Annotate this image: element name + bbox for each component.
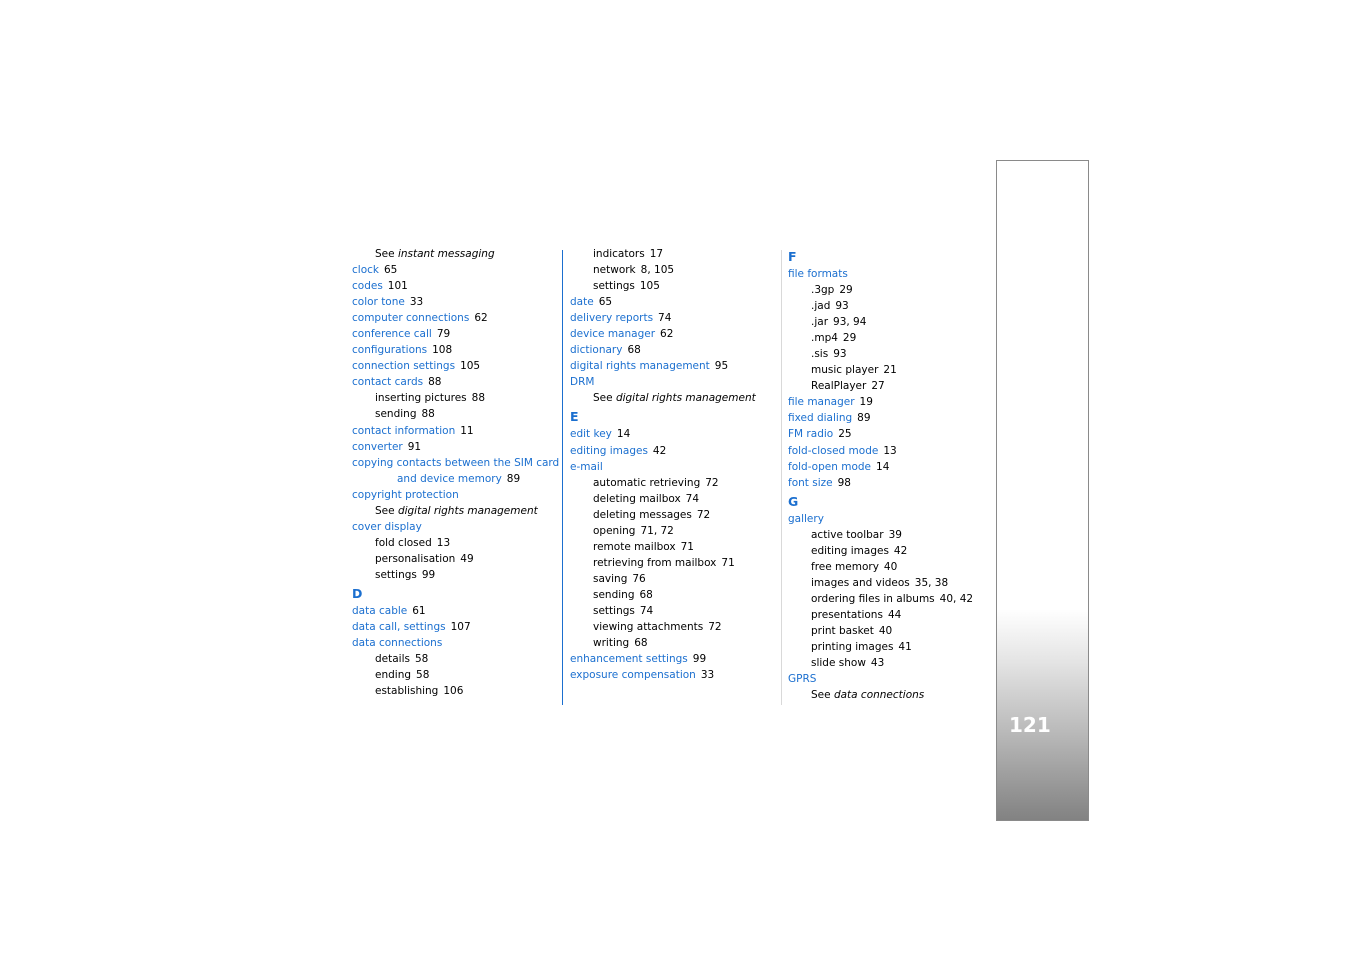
- page-reference: 93, 94: [833, 316, 867, 329]
- index-entry[interactable]: [788, 443, 988, 459]
- entry-label: printing images: [811, 641, 894, 654]
- entry-label: font size: [788, 476, 833, 489]
- entry-label: .jad: [811, 300, 831, 313]
- entry-label: free memory: [811, 560, 879, 573]
- index-subentry: [788, 362, 988, 378]
- index-entry[interactable]: [570, 358, 775, 374]
- page-reference: 41: [898, 641, 912, 654]
- index-subentry: [352, 390, 557, 406]
- index-subentry: [570, 475, 775, 491]
- index-entry[interactable]: [570, 374, 775, 390]
- index-letter-heading: G: [788, 493, 799, 509]
- entry-label: color tone: [352, 296, 405, 309]
- page-reference: 105: [639, 280, 660, 293]
- entry-label: copying contacts between the SIM card: [352, 456, 560, 469]
- index-subentry: [352, 406, 557, 422]
- entry-label: ordering files in albums: [811, 592, 935, 605]
- entry-label: sending: [375, 408, 417, 421]
- entry-label: enhancement settings: [570, 653, 688, 666]
- entry-label: retrieving from mailbox: [593, 556, 717, 569]
- index-subentry: [570, 587, 775, 603]
- index-entry[interactable]: [352, 278, 557, 294]
- index-entry[interactable]: [352, 262, 557, 278]
- index-subentry: [788, 559, 988, 575]
- index-subentry: [570, 555, 775, 571]
- entry-label: editing images: [811, 544, 889, 557]
- entry-label: computer connections: [352, 312, 470, 325]
- entry-label: print basket: [811, 624, 874, 637]
- page-reference: 74: [639, 604, 654, 617]
- index-subentry: [788, 543, 988, 559]
- entry-label: configurations: [352, 344, 428, 357]
- entry-label: settings: [593, 280, 635, 293]
- entry-label: viewing attachments: [593, 621, 704, 634]
- entry-label: deleting messages: [593, 508, 692, 521]
- index-subentry: [570, 507, 775, 523]
- index-entry[interactable]: [570, 651, 775, 667]
- index-subentry: [352, 246, 557, 262]
- entry-label: digital rights management: [570, 360, 710, 373]
- index-subentry: [570, 603, 775, 619]
- entry-label: .mp4: [811, 332, 838, 345]
- entry-label: network: [593, 264, 636, 277]
- entry-label: active toolbar: [811, 528, 884, 541]
- index-subentry: [788, 591, 988, 607]
- page-reference: 76: [632, 572, 646, 585]
- entry-label: automatic retrieving: [593, 476, 701, 489]
- page-reference: 13: [436, 536, 451, 549]
- entry-label: RealPlayer: [811, 380, 867, 393]
- entry-label: indicators: [593, 248, 645, 260]
- page-reference: 62: [660, 328, 674, 341]
- index-entry[interactable]: [352, 455, 560, 471]
- entry-label: fixed dialing: [788, 412, 853, 425]
- entry-label: writing: [593, 637, 630, 650]
- index-subentry: [788, 378, 988, 394]
- index-entry[interactable]: [788, 394, 988, 410]
- page-reference: 65: [383, 264, 398, 277]
- index-entry[interactable]: [352, 635, 557, 651]
- entry-label: .jar: [811, 316, 829, 329]
- page-reference: 27: [871, 380, 885, 393]
- page-reference: 43: [870, 657, 885, 670]
- index-entry[interactable]: [570, 294, 775, 310]
- page-reference: 107: [450, 621, 471, 634]
- index-entry[interactable]: [788, 511, 988, 527]
- entry-label: personalisation: [375, 552, 456, 565]
- entry-label: opening: [593, 524, 636, 537]
- index-subentry: [570, 523, 775, 539]
- page-reference: 106: [443, 685, 464, 698]
- entry-label: presentations: [811, 608, 883, 621]
- page-reference: 71: [680, 540, 694, 553]
- page-reference: 21: [883, 364, 897, 377]
- page-reference: 105: [460, 360, 481, 373]
- entry-label: contact information: [352, 424, 456, 437]
- entry-label: converter: [352, 440, 403, 453]
- page-reference: 58: [414, 653, 429, 666]
- entry-label: e-mail: [570, 460, 603, 473]
- page-reference: 95: [714, 360, 729, 373]
- page-reference: 33: [700, 669, 715, 682]
- entry-label: settings: [375, 568, 417, 581]
- see-reference: instant messaging: [397, 248, 495, 260]
- page-reference: 65: [598, 296, 613, 309]
- entry-label: date: [570, 296, 594, 309]
- entry-label: connection settings: [352, 360, 456, 373]
- index-entry[interactable]: [788, 671, 988, 687]
- see-label: See: [375, 504, 398, 517]
- page-reference: 68: [639, 588, 653, 601]
- index-subentry: [788, 687, 988, 703]
- page-reference: 99: [692, 653, 707, 666]
- entry-label: file manager: [788, 396, 855, 409]
- page-reference: 72: [696, 508, 711, 521]
- page-reference: 25: [838, 428, 852, 441]
- page-reference: 88: [428, 376, 442, 389]
- entry-label: clock: [352, 264, 379, 277]
- index-entry[interactable]: [788, 426, 988, 442]
- column-divider: [781, 250, 782, 705]
- page-reference: 19: [859, 396, 873, 409]
- page-reference: 68: [627, 344, 641, 357]
- index-letter-heading: E: [570, 409, 579, 425]
- page-reference: 91: [407, 440, 422, 453]
- entry-label: gallery: [788, 512, 824, 525]
- index-subentry: [570, 619, 775, 635]
- index-entry[interactable]: [352, 326, 557, 342]
- entry-label: slide show: [811, 657, 866, 670]
- index-subentry: [570, 539, 775, 555]
- page-reference: 44: [887, 608, 902, 621]
- entry-label: conference call: [352, 328, 432, 341]
- index-entry[interactable]: [570, 443, 775, 459]
- index-entry[interactable]: [352, 342, 557, 358]
- page-reference: 88: [421, 408, 435, 421]
- index-subentry: [570, 390, 775, 406]
- index-subentry: [570, 262, 775, 278]
- index-subentry: [788, 575, 988, 591]
- entry-label: fold-open mode: [788, 460, 872, 473]
- see-reference: data connections: [833, 689, 925, 702]
- entry-label: details: [375, 653, 410, 666]
- column-divider: [562, 250, 563, 705]
- page-reference: 40: [883, 560, 898, 573]
- entry-label: ending: [375, 669, 412, 682]
- entry-label: delivery reports: [570, 312, 654, 325]
- index-subentry: [788, 282, 988, 298]
- page-reference: 89: [857, 412, 871, 425]
- index-entry[interactable]: [570, 342, 775, 358]
- page-reference: 58: [416, 669, 430, 682]
- page-reference: 29: [842, 332, 857, 345]
- page-reference: 71, 72: [640, 524, 674, 537]
- index-subentry: [788, 623, 988, 639]
- index-entry[interactable]: [570, 310, 775, 326]
- page-reference: 42: [893, 544, 908, 557]
- entry-label: and device memory: [397, 472, 502, 485]
- page-reference: 49: [460, 552, 474, 565]
- index-subentry: [352, 651, 557, 667]
- index-subentry: [570, 278, 775, 294]
- entry-label: dictionary: [570, 344, 623, 357]
- page-reference: 98: [837, 476, 851, 489]
- entry-label: .3gp: [811, 284, 835, 297]
- index-entry[interactable]: [352, 423, 557, 439]
- page-reference: 61: [412, 604, 426, 617]
- index-subentry: [570, 635, 775, 651]
- page-reference: 74: [685, 492, 700, 505]
- page-reference: 8, 105: [640, 264, 675, 277]
- index-entry-continuation: [352, 471, 557, 487]
- index-subentry: [788, 330, 988, 346]
- entry-label: editing images: [570, 444, 648, 457]
- page-reference: 39: [888, 528, 902, 541]
- index-subentry: [352, 667, 557, 683]
- see-label: See: [811, 689, 834, 702]
- index-letter-heading: F: [788, 249, 797, 264]
- index-subentry: [352, 551, 557, 567]
- entry-label: device manager: [570, 328, 656, 341]
- index-column-3: [788, 246, 988, 703]
- entry-label: GPRS: [788, 673, 817, 686]
- page-reference: 72: [708, 621, 722, 634]
- index-column-2: [570, 246, 775, 683]
- page-reference: 68: [634, 637, 648, 650]
- page-reference: 14: [616, 428, 631, 441]
- entry-label: deleting mailbox: [593, 492, 681, 505]
- index-column-1: [352, 246, 560, 699]
- index-entry[interactable]: [788, 266, 988, 282]
- index-subentry: [788, 639, 988, 655]
- entry-label: cover display: [352, 520, 422, 533]
- index-subentry: [788, 298, 988, 314]
- page-reference: 33: [409, 296, 424, 309]
- entry-label: fold closed: [375, 536, 432, 549]
- page-reference: 62: [474, 312, 488, 325]
- entry-label: establishing: [375, 685, 439, 698]
- index-entry[interactable]: [788, 410, 988, 426]
- page-reference: 17: [649, 248, 664, 260]
- index-subentry: [570, 491, 775, 507]
- entry-label: exposure compensation: [570, 669, 696, 682]
- index-subentry: [788, 607, 988, 623]
- page-reference: 42: [652, 444, 667, 457]
- page-reference: 101: [387, 280, 408, 293]
- page-tab: [996, 160, 1089, 821]
- index-entry[interactable]: [352, 310, 557, 326]
- index-entry[interactable]: [352, 519, 557, 535]
- index-letter-heading: D: [352, 585, 363, 601]
- index-subentry: [352, 503, 557, 519]
- entry-label: codes: [352, 280, 383, 293]
- page-reference: 93: [835, 300, 849, 313]
- page-reference: 11: [460, 424, 474, 437]
- entry-label: music player: [811, 364, 879, 377]
- index-entry[interactable]: [570, 326, 775, 342]
- page-reference: 89: [506, 472, 521, 485]
- page-reference: 14: [876, 460, 890, 473]
- entry-label: FM radio: [788, 428, 834, 441]
- entry-label: copyright protection: [352, 488, 459, 501]
- index-entry[interactable]: [352, 294, 557, 310]
- index-subentry: [352, 567, 557, 583]
- index-entry[interactable]: [352, 603, 557, 619]
- see-reference: digital rights management: [397, 504, 538, 517]
- page-reference: 13: [883, 444, 897, 457]
- page-reference: 74: [658, 312, 672, 325]
- entry-label: data connections: [352, 637, 443, 650]
- see-label: See: [375, 248, 398, 260]
- page-reference: 88: [471, 392, 486, 405]
- index-subentry: [570, 571, 775, 587]
- page-reference: 79: [436, 328, 451, 341]
- page-reference: 29: [839, 284, 853, 297]
- entry-label: file formats: [788, 268, 848, 280]
- index-subentry: [788, 314, 988, 330]
- index-entry[interactable]: [570, 667, 775, 683]
- entry-label: .sis: [811, 348, 829, 361]
- index-entry[interactable]: [788, 475, 988, 491]
- index-subentry: [570, 246, 775, 262]
- see-reference: digital rights management: [615, 392, 756, 405]
- index-entry[interactable]: [352, 439, 557, 455]
- index-entry[interactable]: [788, 459, 988, 475]
- entry-label: settings: [593, 604, 635, 617]
- index-entry[interactable]: [352, 374, 557, 390]
- page-reference: 72: [705, 476, 719, 489]
- see-label: See: [593, 392, 616, 405]
- entry-label: images and videos: [811, 576, 910, 589]
- index-entry[interactable]: [352, 358, 557, 374]
- page-reference: 71: [721, 556, 735, 569]
- index-subentry: [788, 655, 988, 671]
- index-entry[interactable]: [570, 459, 775, 475]
- index-subentry: [352, 535, 557, 551]
- entry-label: data call, settings: [352, 621, 446, 634]
- entry-label: DRM: [570, 376, 595, 389]
- index-entry[interactable]: [352, 487, 557, 503]
- entry-label: remote mailbox: [593, 540, 676, 553]
- page-reference: 40: [878, 624, 893, 637]
- index-entry[interactable]: [570, 426, 775, 442]
- index-subentry: [788, 346, 988, 362]
- entry-label: edit key: [570, 428, 612, 441]
- entry-label: fold-closed mode: [788, 444, 879, 457]
- page-reference: 99: [421, 568, 436, 581]
- page-number: 121: [1009, 713, 1051, 737]
- index-subentry: [352, 683, 557, 699]
- page-reference: 40, 42: [939, 592, 974, 605]
- entry-label: contact cards: [352, 376, 424, 389]
- entry-label: sending: [593, 588, 635, 601]
- index-subentry: [788, 527, 988, 543]
- entry-label: inserting pictures: [375, 392, 467, 405]
- page-reference: 35, 38: [914, 576, 949, 589]
- index-entry[interactable]: [352, 619, 557, 635]
- page-reference: 108: [432, 344, 453, 357]
- entry-label: data cable: [352, 604, 408, 617]
- page-reference: 93: [833, 348, 847, 361]
- entry-label: saving: [593, 572, 628, 585]
